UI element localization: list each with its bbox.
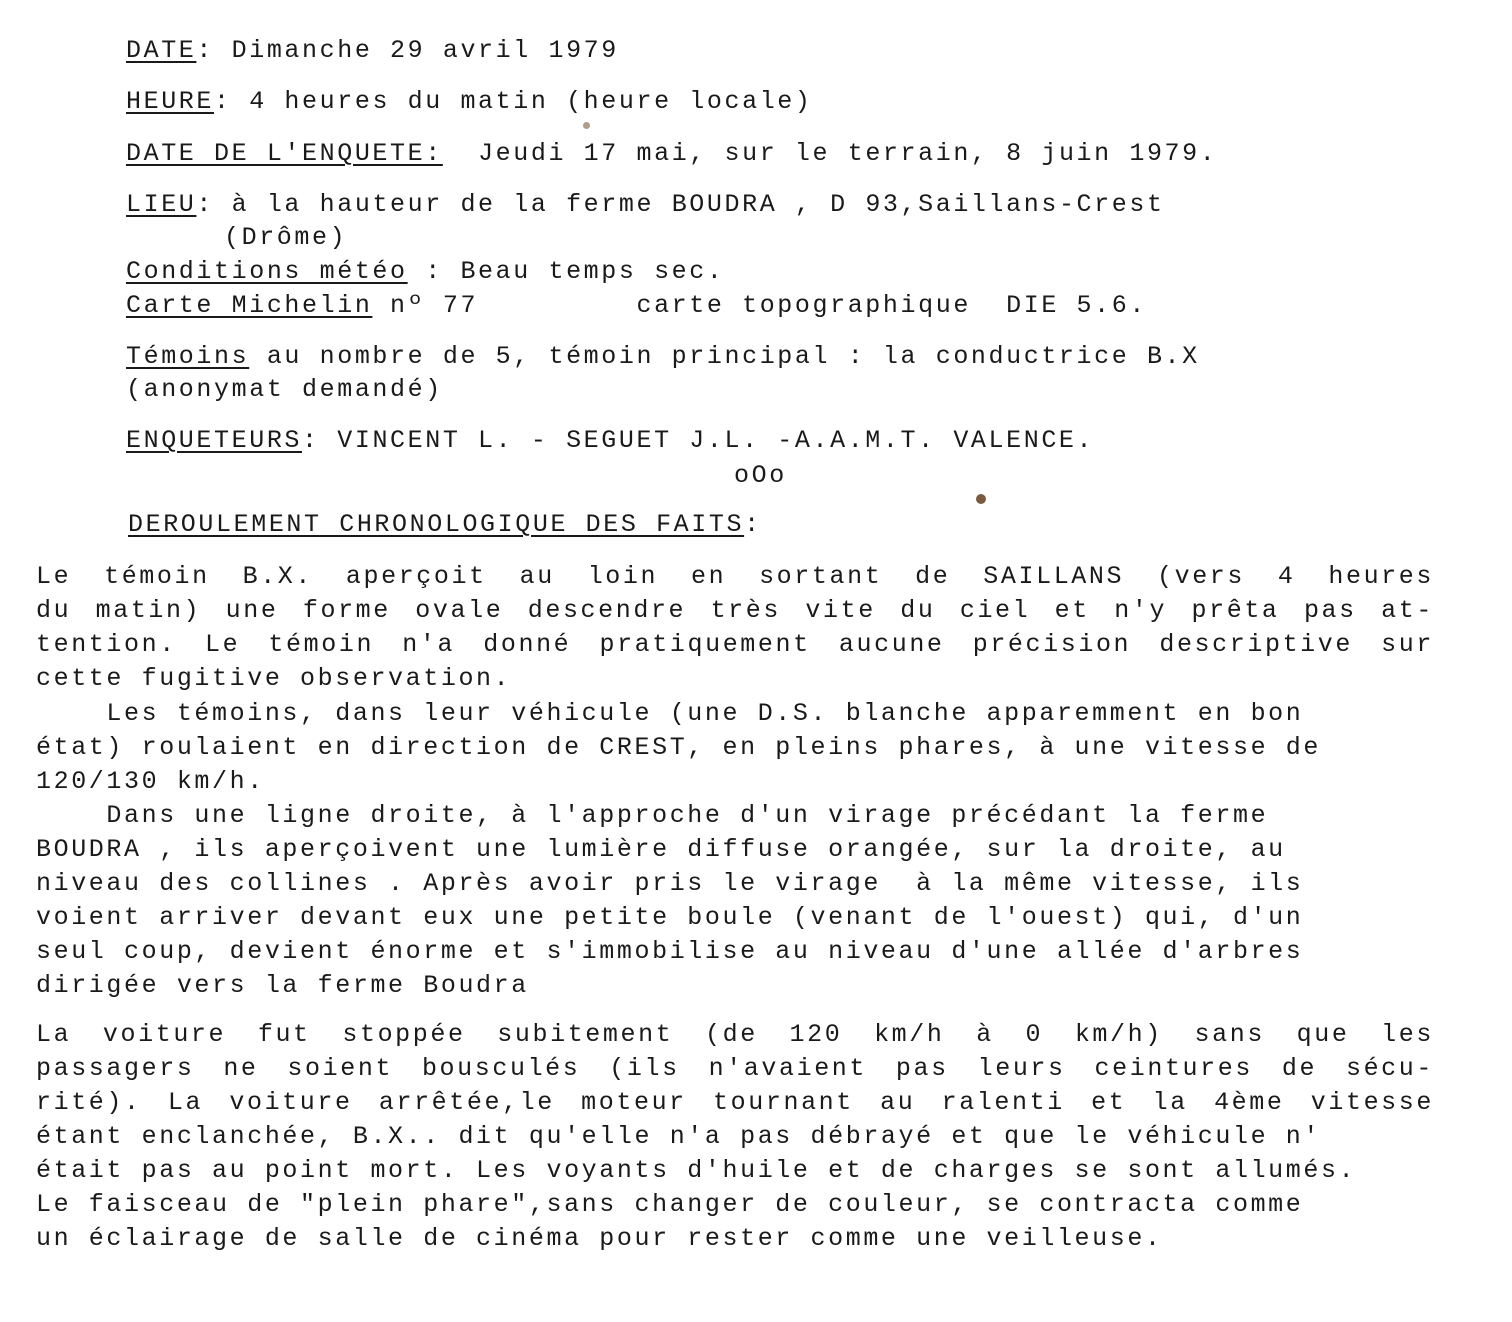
enqueteurs-label: ENQUETEURS [126,426,303,455]
body-line-16: rité). La voiture arrêtée,le moteur tournant au ralenti et la 4ème vitesse [36,1088,1434,1117]
temoins-line-2: (anonymat demandé) [126,375,443,404]
section-title: DEROULEMENT CHRONOLOGIQUE DES FAITS [128,510,745,539]
lieu-line [126,190,1165,220]
body-line-1: Le témoin B.X. aperçoit au loin en sortant de SAILLANS (vers 4 heures [36,562,1434,591]
meteo-label: Conditions météo [126,257,408,286]
body-line-9: BOUDRA , ils aperçoivent une lumière diffuse orangée, sur la droite, au [36,835,1286,864]
body-line-18: était pas au point mort. Les voyants d'huile et de charges se sont allumés. [36,1156,1357,1185]
body-line-8: Dans une ligne droite, à l'approche d'un virage précédant la ferme [36,801,1269,830]
body-line-10: niveau des collines . Après avoir pris le virage à la même vitesse, ils [36,869,1304,898]
paper-speck [976,494,986,504]
carte-value: nº 77 carte topographique DIE 5.6. [372,291,1147,320]
section-title-colon: : [744,510,762,539]
meteo-value: : Beau temps sec. [407,257,725,286]
section-heading [128,510,762,540]
heure-line [126,87,813,117]
temoins-value: au nombre de 5, témoin principal : la conductrice B.X [249,342,1200,371]
lieu-label: LIEU [126,190,197,219]
separator: oOo [734,461,787,490]
body-line-12: seul coup, devient énorme et s'immobilise au niveau d'une allée d'arbres [36,937,1304,966]
enquete-date-line [126,139,1217,169]
date-value: : Dimanche 29 avril 1979 [196,36,619,65]
carte-line [126,291,1147,321]
heure-label: HEURE [126,87,215,116]
body-line-6: état) roulaient en direction de CREST, en pleins phares, à une vitesse de [36,733,1321,762]
heure-value: : 4 heures du matin (heure locale) [214,87,813,116]
date-label: DATE [126,36,197,65]
body-line-19: Le faisceau de "plein phare",sans changer de couleur, se contracta comme [36,1190,1304,1219]
body-line-14: La voiture fut stoppée subitement (de 120 km/h à 0 km/h) sans que les [36,1020,1434,1049]
paper-speck [583,122,590,129]
meteo-line [126,257,725,287]
carte-label: Carte Michelin [126,291,373,320]
body-line-7: 120/130 km/h. [36,767,265,796]
date-line [126,36,619,66]
enquete-date-label: DATE DE L'ENQUETE: [126,139,443,168]
body-line-11: voient arriver devant eux une petite boule (venant de l'ouest) qui, d'un [36,903,1304,932]
body-line-20: un éclairage de salle de cinéma pour rester comme une veilleuse. [36,1224,1163,1253]
temoins-label: Témoins [126,342,250,371]
lieu-value: : à la hauteur de la ferme BOUDRA , D 93,Saillans-Crest [196,190,1165,219]
enqueteurs-line [126,426,1094,456]
body-line-17: étant enclanchée, B.X.. dit qu'elle n'a pas débrayé et que le véhicule n' [36,1122,1321,1151]
body-line-13: dirigée vers la ferme Boudra [36,971,529,1000]
enquete-date-value: Jeudi 17 mai, sur le terrain, 8 juin 1979. [442,139,1218,168]
body-line-2: du matin) une forme ovale descendre très vite du ciel et n'y prêta pas at- [36,596,1434,625]
lieu-line-2: (Drôme) [224,223,348,252]
body-line-3: tention. Le témoin n'a donné pratiquement aucune précision descriptive sur [36,630,1434,659]
temoins-line [126,342,1200,372]
body-line-15: passagers ne soient bousculés (ils n'avaient pas leurs ceintures de sécu- [36,1054,1434,1083]
body-line-4: cette fugitive observation. [36,664,512,693]
body-line-5: Les témoins, dans leur véhicule (une D.S. blanche apparemment en bon [36,699,1304,728]
enqueteurs-value: : VINCENT L. - SEGUET J.L. -A.A.M.T. VALENCE. [302,426,1095,455]
